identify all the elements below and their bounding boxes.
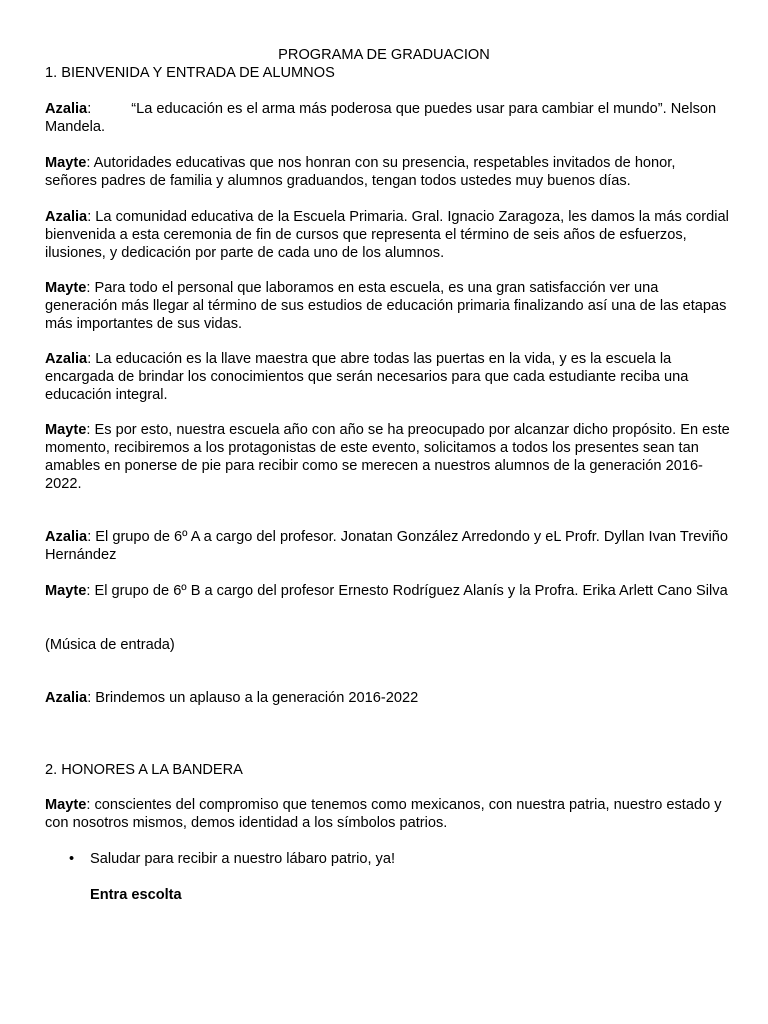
paragraph: [45, 796, 730, 832]
paragraph-text: El grupo de 6º B a cargo del profesor Ernesto Rodríguez Alanís y la Profra. Erika Arlett Cano Silva: [90, 583, 728, 599]
paragraph: [45, 100, 730, 136]
stage-note: Entra escolta: [90, 887, 182, 903]
paragraph: [45, 154, 730, 190]
speaker-separator: :: [86, 155, 91, 171]
speaker-name: Azalia: [45, 351, 88, 367]
speaker-separator: :: [86, 583, 91, 599]
speaker-name: Mayte: [45, 422, 87, 438]
paragraph-text: “La educación es el arma más poderosa que puedes usar para cambiar el mundo”. Nelson Mandela.: [45, 101, 717, 135]
paragraph: [45, 421, 730, 493]
speaker-separator: :: [87, 101, 92, 117]
paragraph-text: Autoridades educativas que nos honran con su presencia, respetables invitados de honor, señores padres de familia y alumnos graduandos, tengan todos ustedes muy buenos días.: [45, 155, 676, 189]
paragraph: [45, 279, 730, 333]
bullet-list: [45, 850, 395, 868]
paragraph-text: conscientes del compromiso que tenemos como mexicanos, con nuestra patria, nuestro estado y con nosotros mismos, demos identidad a los símbolos patrios.: [45, 797, 722, 831]
speaker-name: Azalia: [45, 209, 88, 225]
speaker-separator: :: [87, 351, 92, 367]
paragraph: [45, 350, 730, 404]
speaker-separator: :: [87, 690, 92, 706]
paragraph: [45, 208, 730, 262]
list-item-text: Saludar para recibir a nuestro lábaro patrio, ya!: [90, 851, 396, 867]
paragraph-text: La educación es la llave maestra que abre todas las puertas en la vida, y es la escuela la encargada de brindar los conocimientos que serán necesarios para que cada estudiante reciba una educación integral.: [45, 351, 689, 403]
speaker-name: Mayte: [45, 583, 87, 599]
speaker-name: Azalia: [45, 529, 88, 545]
paragraph-text: Es por esto, nuestra escuela año con año se ha preocupado por alcanzar dicho propósito. En este momento, recibiremos a los protagonistas de este evento, solicitamos a todos los presentes sean tan amables en ponerse de pie para recibir como se merecen a nuestros alumnos de la generación 2016-2022.: [45, 422, 730, 492]
paragraph-text: La comunidad educativa de la Escuela Primaria. Gral. Ignacio Zaragoza, les damos la más cordial bienvenida a esta ceremonia de fin de cursos que representa el término de seis años de esfuerzos, ilusiones, y dedicación por parte de cada uno de los alumnos.: [45, 209, 729, 261]
speaker-separator: :: [86, 422, 91, 438]
speaker-name: Azalia: [45, 690, 88, 706]
paragraph-text: El grupo de 6º A a cargo del profesor. Jonatan González Arredondo y eL Profr. Dyllan Ivan Treviño Hernández: [45, 529, 729, 563]
section-heading-bienvenida: 1. BIENVENIDA Y ENTRADA DE ALUMNOS: [45, 65, 335, 81]
speaker-name: Mayte: [45, 797, 87, 813]
section-heading-honores: 2. HONORES A LA BANDERA: [45, 762, 243, 778]
paragraph-text: Brindemos un aplauso a la generación 2016-2022: [91, 690, 419, 706]
speaker-separator: :: [87, 209, 92, 225]
paragraph: [45, 528, 730, 564]
list-item: [45, 850, 395, 868]
speaker-name: Azalia: [45, 101, 88, 117]
speaker-name: Mayte: [45, 280, 87, 296]
speaker-name: Mayte: [45, 155, 87, 171]
stage-direction: [45, 636, 730, 654]
paragraph: [45, 689, 730, 707]
paragraph: [45, 582, 730, 600]
bullet-marker: •: [69, 851, 75, 867]
document-title: PROGRAMA DE GRADUACION: [278, 47, 490, 63]
paragraph-text: (Música de entrada): [45, 637, 175, 653]
paragraph-text: Para todo el personal que laboramos en esta escuela, es una gran satisfacción ver una generación más llegar al término de sus estudios de educación primaria finalizando así una de las etapas más importantes de sus vidas.: [45, 280, 727, 332]
speaker-separator: :: [86, 797, 91, 813]
speaker-separator: :: [87, 529, 92, 545]
speaker-separator: :: [86, 280, 91, 296]
